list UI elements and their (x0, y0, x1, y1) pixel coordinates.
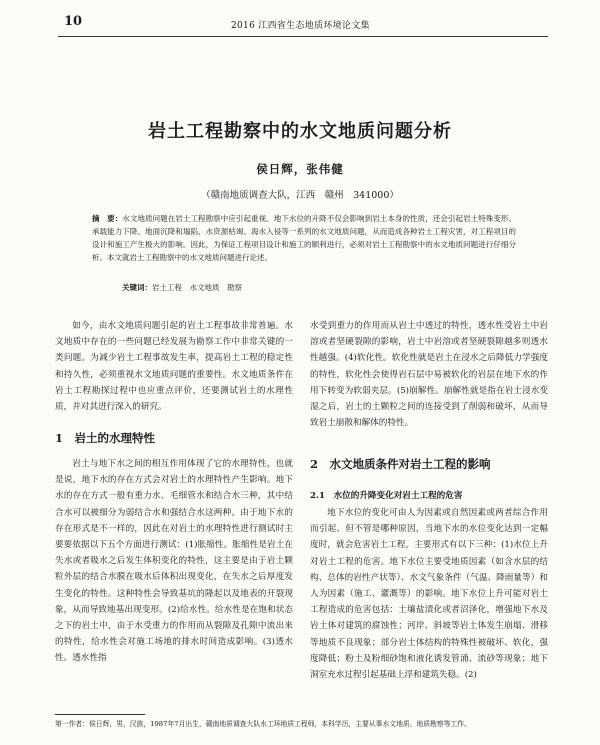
keywords-text: 岩土工程 水文地质 勘察 (152, 283, 242, 292)
footnote: 第一作者：侯日辉，男，汉族，1987年7月出生，赣南地质调查大队水工环地质工程师，本科学历，主要从事水文地质、地质勘察等工作。 (55, 720, 471, 728)
header-divider (58, 36, 548, 37)
abstract-label: 摘 要： (92, 214, 123, 223)
intro-text: 如今，由水文地质问题引起的岩土工程事故非常普遍。水文地质中存在的一些问题已经发展为勘察工作中非常关键的一类问题。为减少岩土工程事故发生率，提高岩土工程的稳定性和持久性，必须重视水文地质问题的重要性。水文地质条件在岩土工程勘探过程中也应重点评价，还要测试岩土的水理性质，并对其进行深入的研究。 (55, 321, 293, 413)
keywords-label: 关键词： (122, 283, 152, 292)
running-header: 2016 江西省生态地质环境论文集 (231, 21, 370, 31)
section-2-text: 地下水位的变化可由人为因素或自然因素或两者综合作用而引起。但不管是哪种原因，当地下水的水位变化达到一定幅度时，就会危害岩土工程，主要形式有以下三种：(1)水位上升对岩土工程的危害。地下水位主要受地质因素（如含水层的结构、总体的岩性产状等）、水文气象条件（气温、降雨量等）和人为因素（施工、灌溉等）的影响。地下水位上升可能对岩土工程造成的危害包括：土壤盐渍化或者沼泽化，增强地下水及岩土体对建筑的腐蚀性；河岸、斜坡等岩土体发生崩塌、滑移等地质不良现象；部分岩土体结构的特殊性被破坏、软化，强度降低；粉土及粉细砂饱和液化诱发管涌、流砂等现象；地下洞室充水过程引起基础上浮和建筑失稳。(2) (310, 508, 548, 681)
author-affiliation: （赣南地质调查大队，江西 赣州 341000） (201, 190, 399, 201)
section-1-heading: 1 岩土的水理特性 (55, 431, 156, 445)
section-1-text: 岩土与地下水之间的相互作用体现了它的水理特性，也就是说，地下水的存在方式会对岩土的水理特性产生影响。地下水的存在方式一般有重力水、毛细管水和结合水三种，其中结合水可以被细分为弱结合水和强结合水这两种。由于地下水的存在形式是不一样的，因此在对岩土的水理特性进行测试时主要要依据以下五个方面进行测试：(1)胀缩性。胀缩性是岩土在失水或者吸水之后发生体积变化的特性，这主要是由于岩土颗粒外层的结合水膜在吸水后体积出现变化，在失水之后厚度发生变化的特性。这种特性会导致基坑的隆起以及地表的开裂现象，从而导致地基出现变形。(2)给水性。给水性是在饱和状态之下的岩土中，由于水受重力的作用而从裂隙及孔隙中流出来的特性，给水性会对施工场地的排水时间造成影响。(3)透水性。透水性指 (55, 459, 293, 664)
section-1-body (55, 456, 293, 667)
abstract-text: 水文地质问题在岩土工程勘察中应引起重视。地下水位的升降不仅会影响到岩土本身的性质，还会引起岩土特殊变形、承载能力下降、地面沉降和塌陷、水资源枯竭、海水入侵等一系列的水文地质问题，从而造成各种岩土工程灾害，对工程项目的设计和施工产生极大的影响。因此，为保证工程项目设计和施工的顺利进行，必须对岩土工程勘察中的水文地质问题进行仔细分析。本文就岩土工程勘察中的水文地质问题进行论述。 (92, 214, 517, 262)
page-number: 10 (64, 14, 83, 29)
footnote-divider (55, 714, 145, 715)
continuation-text: 水受到重力的作用而从岩土中透过的特性，透水性受岩土中岩溶或者坚硬裂隙的影响，岩土中岩溶或者坚硬裂隙越多则透水性越强。(4)软化性。软化性就是岩土在浸水之后降低力学强度的特性，软化性会使得岩石层中易被软化的岩层在地下水的作用下转变为软弱夹层。(5)崩解性。崩解性就是指在岩土浸水变湿之后，岩土的土颗粒之间的连接受到了削弱和破坏，从而导致岩土崩散和解体的特性。 (310, 321, 548, 429)
section-2-body (310, 505, 548, 683)
abstract (92, 212, 516, 264)
keywords (122, 282, 522, 293)
intro-paragraph (55, 318, 293, 415)
paper-authors: 侯日辉，张伟健 (256, 162, 344, 176)
right-column-top (310, 318, 548, 431)
subsection-2-1-heading: 2.1 水位的升降变化对岩土工程的危害 (310, 491, 463, 501)
paper-title: 岩土工程勘察中的水文地质问题分析 (148, 121, 452, 142)
section-2-heading: 2 水文地质条件对岩土工程的影响 (310, 457, 491, 471)
